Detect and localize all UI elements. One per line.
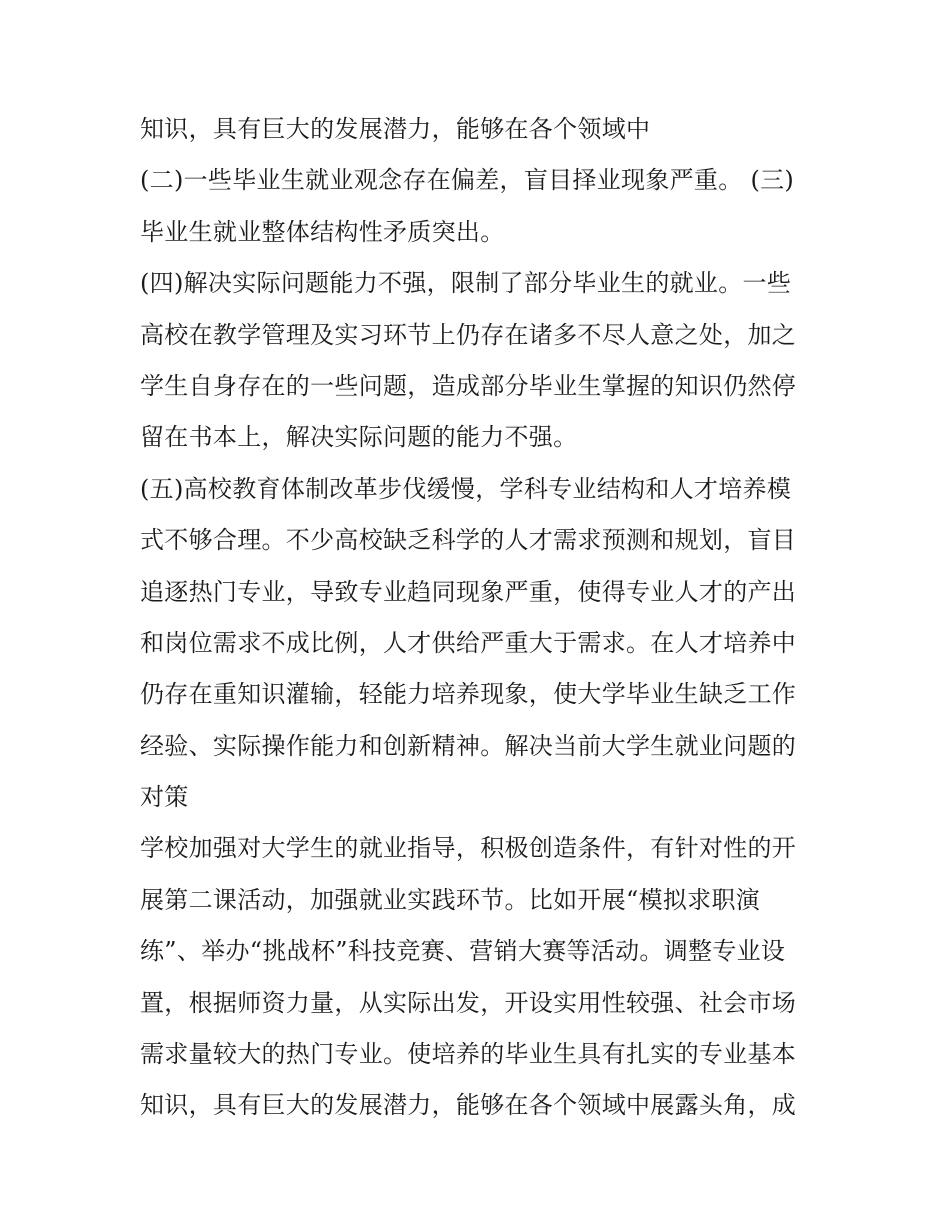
text-line-8: (五)高校教育体制改革步伐缓慢，学科专业结构和人才培养模: [140, 474, 792, 503]
text-line-12: 仍存在重知识灌输，轻能力培养现象，使大学毕业生缺乏工作: [140, 680, 797, 709]
body-text: [140, 104, 820, 1132]
text-line-5: 高校在教学管理及实习环节上仍存在诸多不尽人意之处，加之: [140, 320, 797, 349]
text-line-14: 对策: [140, 783, 189, 812]
text-line-7: 留在书本上，解决实际问题的能力不强。: [140, 423, 578, 452]
text-line-2: (二)一些毕业生就业观念存在偏差，盲目择业现象严重。 (三): [140, 166, 795, 195]
text-line-20: 知识，具有巨大的发展潜力，能够在各个领域中展露头角，成: [140, 1091, 797, 1120]
text-line-6: 学生自身存在的一些问题，造成部分毕业生掌握的知识仍然停: [140, 371, 797, 400]
text-line-3: 毕业生就业整体结构性矛质突出。: [140, 217, 505, 246]
text-line-9: 式不够合理。不少高校缺乏科学的人才需求预测和规划，盲目: [140, 526, 797, 555]
text-line-16: 展第二课活动，加强就业实践环节。比如开展“模拟求职演: [140, 885, 761, 914]
text-line-1: 知识，具有巨大的发展潜力，能够在各个领域中: [140, 115, 651, 143]
text-line-10: 追逐热门专业，导致专业趋同现象严重，使得专业人才的产出: [140, 577, 797, 606]
text-line-13: 经验、实际操作能力和创新精神。解决当前大学生就业问题的: [140, 731, 797, 760]
text-line-4: (四)解决实际问题能力不强，限制了部分毕业生的就业。一些: [140, 269, 792, 298]
text-line-11: 和岗位需求不成比例，人才供给严重大于需求。在人才培养中: [140, 628, 797, 657]
text-line-17: 练”、举办“挑战杯”科技竞赛、营销大赛等活动。调整专业设: [140, 937, 786, 966]
text-line-19: 需求量较大的热门专业。使培养的毕业生具有扎实的专业基本: [140, 1040, 797, 1069]
text-line-15: 学校加强对大学生的就业指导，积极创造条件，有针对性的开: [140, 834, 797, 863]
text-line-18: 置，根据师资力量，从实际出发，开设实用性较强、社会市场: [140, 988, 797, 1017]
